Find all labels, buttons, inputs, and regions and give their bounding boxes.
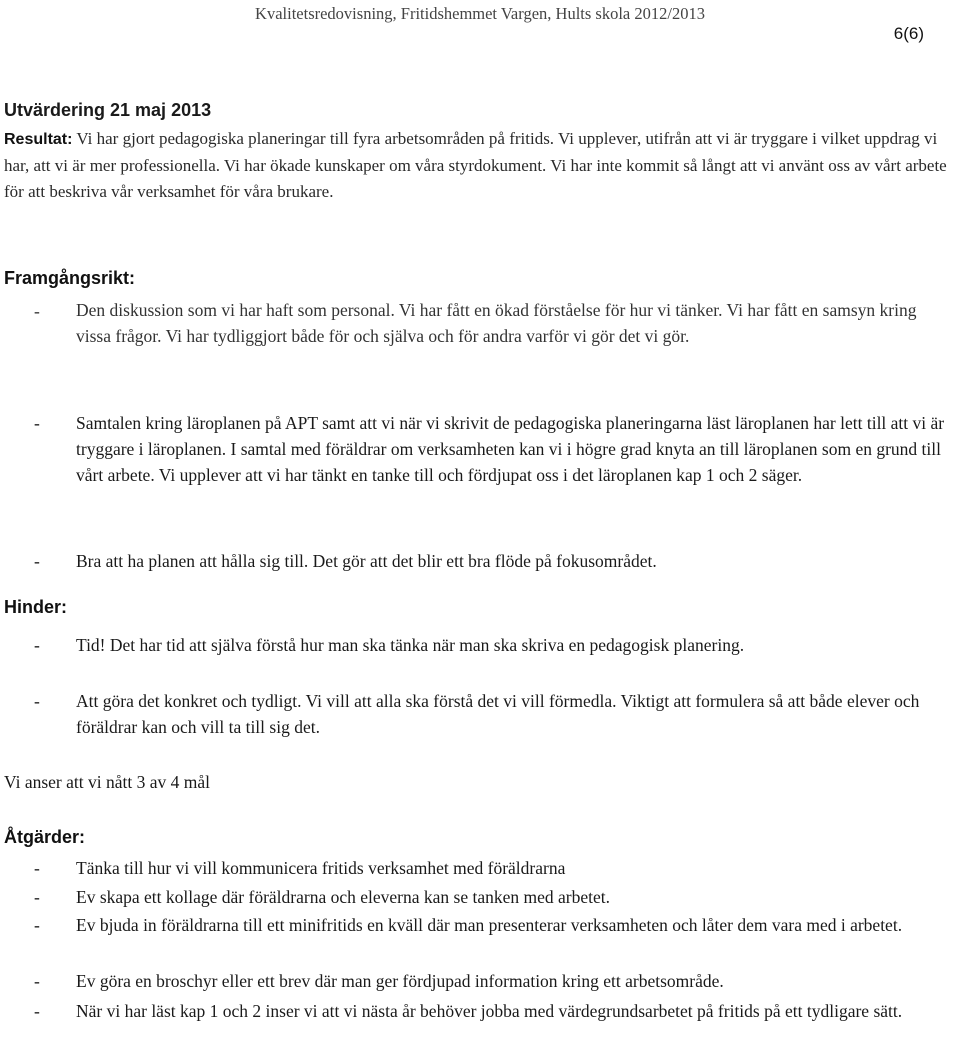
evaluation-heading: Utvärdering 21 maj 2013 (4, 100, 212, 120)
list-dash: - (34, 887, 40, 907)
action-item-text: Ev bjuda in föräldrarna till ett minifritids en kväll där man presenterar verksamheten och låter dem vara med i arbetet. (76, 915, 903, 935)
obstacles-heading: Hinder: (4, 597, 67, 617)
obstacle-item-1 (4, 632, 954, 658)
page-number: 6(6) (893, 24, 924, 43)
list-dash: - (34, 858, 40, 878)
action-item-text: Tänka till hur vi vill kommunicera fritids verksamhet med föräldrarna (76, 858, 566, 878)
success-item-text: Den diskussion som vi har haft som personal. Vi har fått en ökad förståelse för hur vi tänker. Vi har fått en samsyn kring vissa frågor. Vi har tydliggjort både för och själva och för andra varför vi gör det vi gör. (76, 300, 917, 346)
success-item-3 (4, 548, 954, 574)
success-item-text: Bra att ha planen att hålla sig till. Det gör att det blir ett bra flöde på fokusområdet. (76, 551, 657, 571)
list-dash: - (34, 915, 40, 935)
list-dash: - (34, 301, 40, 321)
document-header: Kvalitetsredovisning, Fritidshemmet Vargen, Hults skola 2012/2013 (255, 4, 705, 23)
action-item-3 (4, 912, 954, 938)
action-item-4 (4, 968, 954, 994)
list-dash: - (34, 691, 40, 711)
list-dash: - (34, 1001, 40, 1021)
action-item-text: Ev göra en broschyr eller ett brev där man ger fördjupad information kring ett arbetsområde. (76, 971, 724, 991)
action-item-5 (4, 998, 954, 1024)
success-item-1 (4, 298, 954, 349)
list-dash: - (34, 635, 40, 655)
result-paragraph (4, 126, 950, 204)
goals-statement: Vi anser att vi nått 3 av 4 mål (4, 772, 210, 792)
obstacle-item-2 (4, 688, 954, 740)
result-text: Vi har gjort pedagogiska planeringar till fyra arbetsområden på fritids. Vi upplever, utifrån att vi är tryggare i vilket uppdrag vi har, att vi är mer professionella. Vi har ökade kunskaper om våra styrdokument. Vi har inte kommit så långt att vi använt oss av vårt arbete för att beskriva vår verksamhet för våra brukare. (4, 129, 947, 201)
list-dash: - (34, 551, 40, 571)
action-item-2 (4, 884, 954, 910)
success-heading: Framgångsrikt: (4, 268, 136, 288)
success-item-2 (4, 410, 954, 488)
list-dash: - (34, 971, 40, 991)
actions-heading: Åtgärder: (4, 827, 86, 847)
obstacle-item-text: Att göra det konkret och tydligt. Vi vill att alla ska förstå det vi vill förmedla. Viktigt att formulera så att både elever och föräldrar kan och vill ta till sig det. (76, 691, 920, 737)
action-item-1 (4, 855, 954, 881)
result-label: Resultat: (4, 131, 73, 148)
list-dash: - (34, 413, 40, 433)
action-item-text: Ev skapa ett kollage där föräldrarna och eleverna kan se tanken med arbetet. (76, 887, 610, 907)
action-item-text: När vi har läst kap 1 och 2 inser vi att vi nästa år behöver jobba med värdegrundsarbetet på fritids på ett tydligare sätt. (76, 1001, 903, 1021)
success-item-text: Samtalen kring läroplanen på APT samt att vi när vi skrivit de pedagogiska planeringarna läst läroplanen har lett till att vi är tryggare i läroplanen. I samtal med föräldrar om verksamheten kan vi i högre grad knyta an till läroplanen som en grund till vårt arbete. Vi upplever att vi har tänkt en tanke till och fördjupat oss i det läroplanen kap 1 och 2 säger. (76, 413, 945, 485)
obstacle-item-text: Tid! Det har tid att själva förstå hur man ska tänka när man ska skriva en pedagogisk planering. (76, 635, 745, 655)
